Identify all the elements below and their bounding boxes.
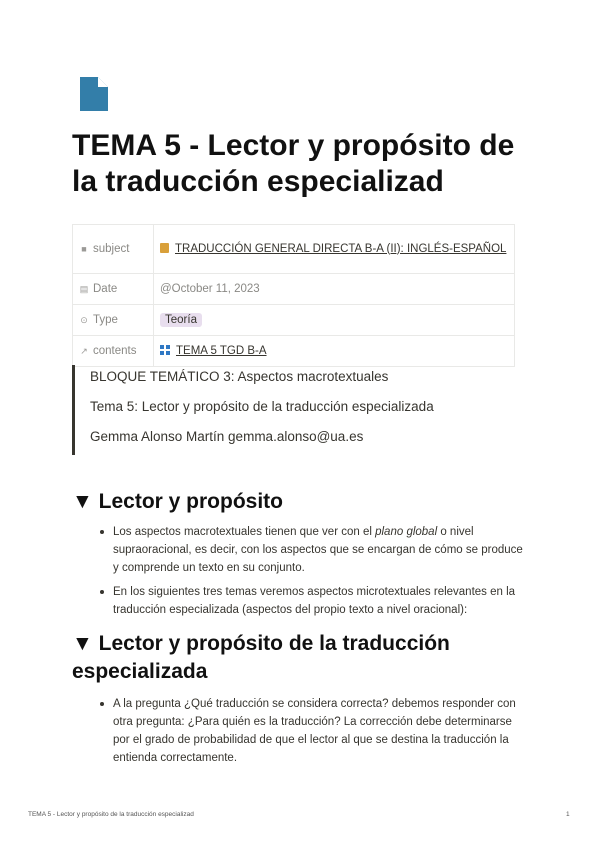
property-key-contents: ↗ contents — [73, 336, 154, 367]
property-key-subject: ■ subject — [73, 225, 154, 274]
quote-line: Gemma Alonso Martín gemma.alonso@ua.es — [90, 429, 364, 444]
property-key-type: ⊙ Type — [73, 305, 154, 336]
property-row-date — [73, 274, 515, 305]
property-row-subject — [73, 225, 515, 274]
list-item: Los aspectos macrotextuales tienen que ver con el plano global o nivel supraoracional, es decir, con los aspectos que se encargan de cómo se produce y comprende un texto en su conjunto. — [100, 523, 530, 577]
toggle-heading[interactable] — [72, 630, 532, 686]
date-value: @October 11, 2023 — [160, 283, 260, 295]
quote-block — [72, 365, 530, 455]
property-key-date: ▤ Date — [73, 274, 154, 305]
property-value-subject — [154, 225, 515, 274]
arrow-up-right-icon: ↗ — [80, 346, 88, 356]
subject-link[interactable]: TRADUCCIÓN GENERAL DIRECTA B-A (II): INGLÉS-ESPAÑOL — [175, 242, 507, 255]
section-heading: Lector y propósito — [98, 490, 283, 513]
type-tag: Teoría — [160, 313, 202, 327]
select-icon: ⊙ — [80, 315, 88, 325]
property-row-type — [73, 305, 515, 336]
toggle-triangle-icon[interactable]: ▼ — [72, 490, 93, 513]
property-value-contents — [154, 336, 515, 367]
emphasis: plano global — [375, 526, 438, 538]
contents-link[interactable]: TEMA 5 TGD B-A — [176, 344, 267, 357]
calendar-icon: ▤ — [79, 284, 89, 294]
list-item: En los siguientes tres temas veremos aspectos microtextuales relevantes en la traducción especializada (aspectos del propio texto a nivel oracional): — [100, 583, 530, 619]
book-icon — [160, 243, 169, 253]
bullet-list — [100, 695, 530, 773]
toggle-heading[interactable] — [72, 488, 532, 516]
property-value-type — [154, 305, 515, 336]
footer-title: TEMA 5 - Lector y propósito de la traducción especializad — [28, 811, 194, 818]
list-item: A la pregunta ¿Qué traducción se considera correcta? debemos responder con otra pregunta: ¿Para quién es la traducción? La corrección debe determinarse por el grado de probabilidad de que el lector al que se destina la traducción la entienda correctamente. — [100, 695, 530, 767]
toggle-triangle-icon[interactable]: ▼ — [72, 632, 93, 655]
quote-line: Tema 5: Lector y propósito de la traducción especializada — [90, 399, 434, 414]
section-heading: Lector y propósito de la traducción especializada — [72, 632, 450, 683]
page-number: 1 — [566, 811, 570, 818]
relation-icon: ■ — [81, 244, 87, 254]
property-value-date — [154, 274, 515, 305]
page-icon — [80, 77, 108, 111]
properties-table — [72, 224, 515, 367]
property-row-contents — [73, 336, 515, 367]
bullet-list — [100, 523, 530, 625]
page-title: TEMA 5 - Lector y propósito de la traducción especializad — [72, 129, 515, 198]
quote-line: BLOQUE TEMÁTICO 3: Aspectos macrotextuales — [90, 369, 389, 384]
grid-icon — [160, 345, 170, 355]
